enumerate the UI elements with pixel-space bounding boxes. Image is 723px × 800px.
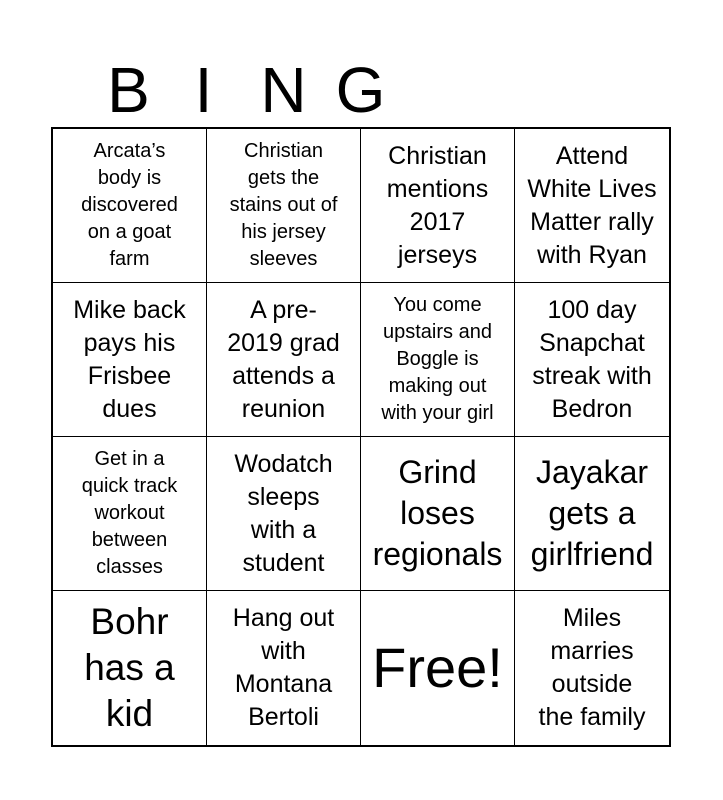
- bingo-cell[interactable]: Hang out with Montana Bertoli: [207, 591, 361, 745]
- header-letter-i: I: [194, 54, 213, 126]
- bingo-cell[interactable]: Mike back pays his Frisbee dues: [53, 283, 207, 437]
- bingo-cell[interactable]: 100 day Snapchat streak with Bedron: [515, 283, 669, 437]
- free-space-cell[interactable]: Free!: [361, 591, 515, 745]
- bingo-cell[interactable]: Wodatch sleeps with a student: [207, 437, 361, 591]
- bingo-cell[interactable]: Christian mentions 2017 jerseys: [361, 129, 515, 283]
- bingo-cell[interactable]: Grind loses regionals: [361, 437, 515, 591]
- bingo-cell[interactable]: Arcata’s body is discovered on a goat farm: [53, 129, 207, 283]
- header-letter-b: B: [107, 54, 150, 126]
- bingo-cell[interactable]: You come upstairs and Boggle is making out with your girl: [361, 283, 515, 437]
- bingo-cell[interactable]: Christian gets the stains out of his jersey sleeves: [207, 129, 361, 283]
- bingo-cell[interactable]: Attend White Lives Matter rally with Ryan: [515, 129, 669, 283]
- bingo-cell[interactable]: Jayakar gets a girlfriend: [515, 437, 669, 591]
- header-letter-n: N: [260, 54, 307, 126]
- header-letter-g: G: [335, 54, 386, 126]
- bingo-header: [51, 52, 671, 128]
- bingo-cell[interactable]: A pre- 2019 grad attends a reunion: [207, 283, 361, 437]
- bingo-cell[interactable]: Miles marries outside the family: [538, 604, 646, 731]
- bingo-cell[interactable]: Get in a quick track workout between classes: [53, 437, 207, 591]
- bingo-cell[interactable]: Bohr has a kid: [53, 591, 207, 745]
- bingo-board: [51, 127, 671, 747]
